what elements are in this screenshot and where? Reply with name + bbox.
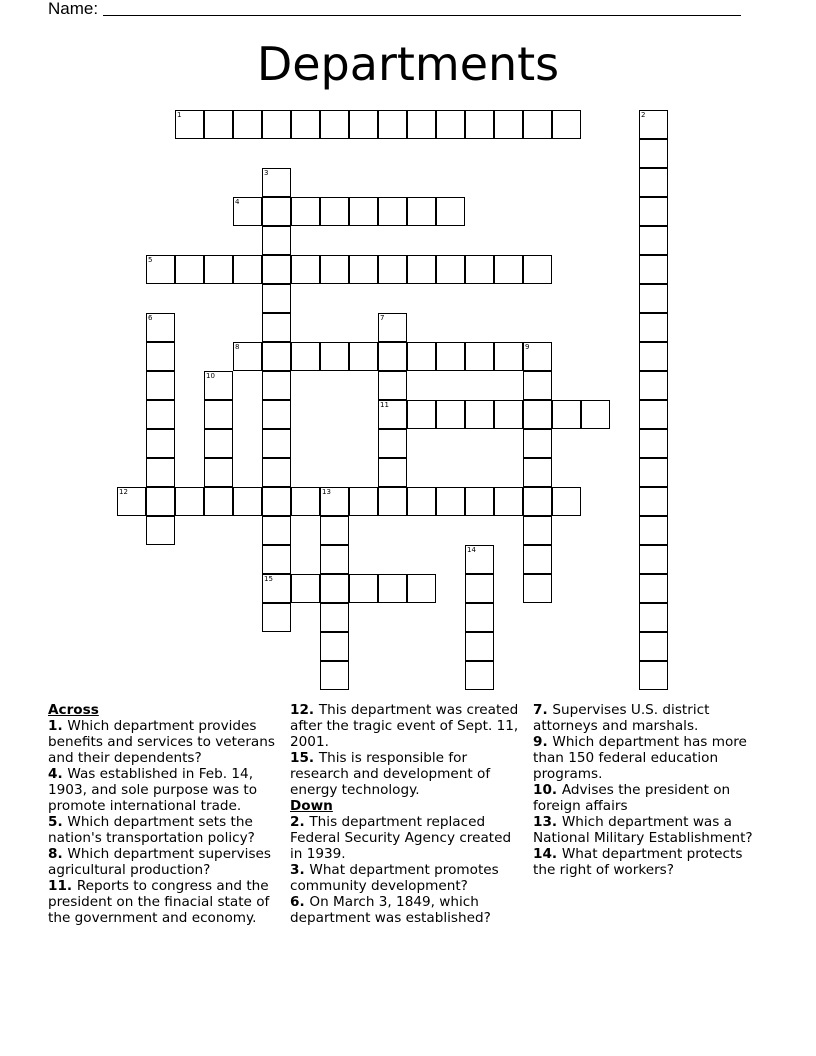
grid-cell[interactable] [291,487,320,516]
grid-cell[interactable] [262,371,291,400]
grid-cell[interactable] [581,400,610,429]
grid-cell[interactable] [523,545,552,574]
grid-cell[interactable] [175,255,204,284]
grid-cell[interactable] [320,487,349,516]
grid-cell[interactable] [639,371,668,400]
grid-cell[interactable] [523,487,552,516]
grid-cell[interactable] [407,487,436,516]
clue-across-4: 4. Was established in Feb. 14, 1903, and sole purpose was to promote international trade. [48,766,258,814]
grid-cell[interactable] [349,110,378,139]
grid-cell[interactable] [407,400,436,429]
grid-cell[interactable] [233,110,262,139]
grid-cell[interactable] [262,400,291,429]
clue-column-1 [48,702,280,926]
grid-cell[interactable] [262,545,291,574]
clue-number: 5 [148,256,153,264]
grid-cell[interactable] [639,487,668,516]
grid-cell[interactable] [349,197,378,226]
grid-cell[interactable] [146,400,175,429]
grid-cell[interactable] [291,197,320,226]
across-heading: Across [48,702,99,718]
grid-cell[interactable] [407,342,436,371]
grid-cell[interactable] [436,255,465,284]
page-title: Departments [256,37,560,91]
clue-number: 1 [177,111,182,119]
grid-cell[interactable] [494,400,523,429]
grid-cell[interactable] [639,110,668,139]
grid-cell[interactable] [146,313,175,342]
grid-cell[interactable] [523,255,552,284]
clue-down-7: 7. Supervises U.S. district attorneys and marshals. [533,702,710,734]
grid-cell[interactable] [465,400,494,429]
clue-number: 6 [148,314,153,322]
grid-cell[interactable] [436,197,465,226]
grid-cell[interactable] [117,487,146,516]
grid-cell[interactable] [320,197,349,226]
grid-cell[interactable] [349,487,378,516]
grid-cell[interactable] [639,400,668,429]
grid-cell[interactable] [378,197,407,226]
grid-cell[interactable] [378,371,407,400]
clue-across-5: 5. Which department sets the nation's transportation policy? [48,814,255,846]
grid-cell[interactable] [639,313,668,342]
clue-down-10: 10. Advises the president on foreign affairs [533,782,731,814]
grid-cell[interactable] [291,574,320,603]
grid-cell[interactable] [465,342,494,371]
clue-column-3 [533,702,767,878]
grid-cell[interactable] [378,429,407,458]
grid-cell[interactable] [407,574,436,603]
clue-number: 10 [206,372,215,380]
clue-column-2 [290,702,526,926]
grid-cell[interactable] [378,487,407,516]
grid-cell[interactable] [146,458,175,487]
grid-cell[interactable] [262,197,291,226]
grid-cell[interactable] [523,429,552,458]
clue-number: 12 [119,488,128,496]
grid-cell[interactable] [639,139,668,168]
clue-number: 8 [235,343,240,351]
grid-cell[interactable] [262,342,291,371]
clue-number: 9 [525,343,530,351]
grid-cell[interactable] [320,255,349,284]
name-label: Name: [48,0,99,18]
grid-cell[interactable] [494,487,523,516]
grid-cell[interactable] [639,429,668,458]
grid-cell[interactable] [262,429,291,458]
grid-cell[interactable] [494,342,523,371]
grid-cell[interactable] [233,342,262,371]
grid-cell[interactable] [320,516,349,545]
grid-cell[interactable] [204,400,233,429]
grid-cell[interactable] [378,255,407,284]
grid-cell[interactable] [291,342,320,371]
grid-cell[interactable] [465,574,494,603]
clue-number: 4 [235,198,240,206]
grid-cell[interactable] [233,197,262,226]
grid-cell[interactable] [262,313,291,342]
grid-cell[interactable] [465,661,494,690]
grid-cell[interactable] [378,342,407,371]
grid-cell[interactable] [523,516,552,545]
grid-cell[interactable] [639,284,668,313]
grid-cell[interactable] [639,516,668,545]
grid-cell[interactable] [349,255,378,284]
grid-cell[interactable] [378,313,407,342]
clue-number: 2 [641,111,646,119]
grid-cell[interactable] [436,400,465,429]
grid-cell[interactable] [262,255,291,284]
grid-cell[interactable] [262,458,291,487]
grid-cell[interactable] [262,168,291,197]
grid-cell[interactable] [639,226,668,255]
clue-across-11: 11. Reports to congress and the president on the finacial state of the government and economy. [48,878,270,926]
grid-cell[interactable] [552,110,581,139]
grid-cell[interactable] [465,632,494,661]
grid-cell[interactable] [639,255,668,284]
grid-cell[interactable] [204,429,233,458]
grid-cell[interactable] [523,574,552,603]
grid-cell[interactable] [465,545,494,574]
grid-cell[interactable] [320,110,349,139]
grid-cell[interactable] [523,458,552,487]
down-heading: Down [290,798,333,814]
clue-down-14: 14. What department protects the right of workers? [533,846,743,878]
clue-across-1: 1. Which department provides benefits and services to veterans and their dependents? [48,718,275,766]
grid-cell[interactable] [639,168,668,197]
grid-cell[interactable] [378,574,407,603]
grid-cell[interactable] [204,255,233,284]
grid-cell[interactable] [320,603,349,632]
grid-cell[interactable] [523,110,552,139]
grid-cell[interactable] [233,255,262,284]
grid-cell[interactable] [552,487,581,516]
grid-cell[interactable] [320,661,349,690]
grid-cell[interactable] [204,458,233,487]
grid-cell[interactable] [639,545,668,574]
grid-cell[interactable] [349,342,378,371]
grid-cell[interactable] [465,110,494,139]
grid-cell[interactable] [320,632,349,661]
clue-across-8: 8. Which department supervises agricultural production? [48,846,271,878]
grid-cell[interactable] [204,371,233,400]
clue-down-3: 3. What department promotes community development? [290,862,499,894]
grid-cell[interactable] [639,661,668,690]
grid-cell[interactable] [407,110,436,139]
grid-cell[interactable] [262,603,291,632]
grid-cell[interactable] [639,574,668,603]
clue-number: 7 [380,314,385,322]
grid-cell[interactable] [233,487,262,516]
grid-cell[interactable] [494,110,523,139]
grid-cell[interactable] [146,487,175,516]
grid-cell[interactable] [523,400,552,429]
grid-cell[interactable] [291,255,320,284]
grid-cell[interactable] [436,342,465,371]
grid-cell[interactable] [320,574,349,603]
grid-cell[interactable] [378,458,407,487]
grid-cell[interactable] [523,342,552,371]
clue-number: 11 [380,401,389,409]
grid-cell[interactable] [639,458,668,487]
clue-across-15: 15. This is responsible for research and development of energy technology. [290,750,491,798]
clue-number: 3 [264,169,269,177]
grid-cell[interactable] [639,342,668,371]
grid-cell[interactable] [262,487,291,516]
grid-cell[interactable] [523,371,552,400]
grid-cell[interactable] [262,226,291,255]
clue-number: 14 [467,546,476,554]
grid-cell[interactable] [436,487,465,516]
grid-cell[interactable] [465,255,494,284]
clue-down-6: 6. On March 3, 1849, which department was established? [290,894,491,926]
grid-cell[interactable] [262,284,291,313]
grid-cell[interactable] [378,400,407,429]
grid-cell[interactable] [146,516,175,545]
grid-cell[interactable] [407,197,436,226]
grid-cell[interactable] [175,487,204,516]
grid-cell[interactable] [378,110,407,139]
grid-cell[interactable] [465,487,494,516]
grid-cell[interactable] [146,429,175,458]
grid-cell[interactable] [639,197,668,226]
grid-cell[interactable] [204,487,233,516]
grid-cell[interactable] [320,342,349,371]
grid-cell[interactable] [262,574,291,603]
grid-cell[interactable] [407,255,436,284]
clue-number: 13 [322,488,331,496]
clue-down-9: 9. Which department has more than 150 federal education programs. [533,734,747,782]
grid-cell[interactable] [465,603,494,632]
grid-cell[interactable] [146,371,175,400]
grid-cell[interactable] [204,110,233,139]
grid-cell[interactable] [175,110,204,139]
grid-cell[interactable] [639,632,668,661]
grid-cell[interactable] [262,516,291,545]
grid-cell[interactable] [320,545,349,574]
clue-number: 15 [264,575,273,583]
grid-cell[interactable] [349,574,378,603]
grid-cell[interactable] [291,110,320,139]
grid-cell[interactable] [494,255,523,284]
grid-cell[interactable] [552,400,581,429]
grid-cell[interactable] [436,110,465,139]
grid-cell[interactable] [146,342,175,371]
grid-cell[interactable] [262,110,291,139]
grid-cell[interactable] [146,255,175,284]
clue-down-13: 13. Which department was a National Military Establishment? [533,814,753,846]
grid-cell[interactable] [639,603,668,632]
clue-across-12: 12. This department was created after the tragic event of Sept. 11, 2001. [290,702,519,750]
clue-down-2: 2. This department replaced Federal Security Agency created in 1939. [290,814,512,862]
